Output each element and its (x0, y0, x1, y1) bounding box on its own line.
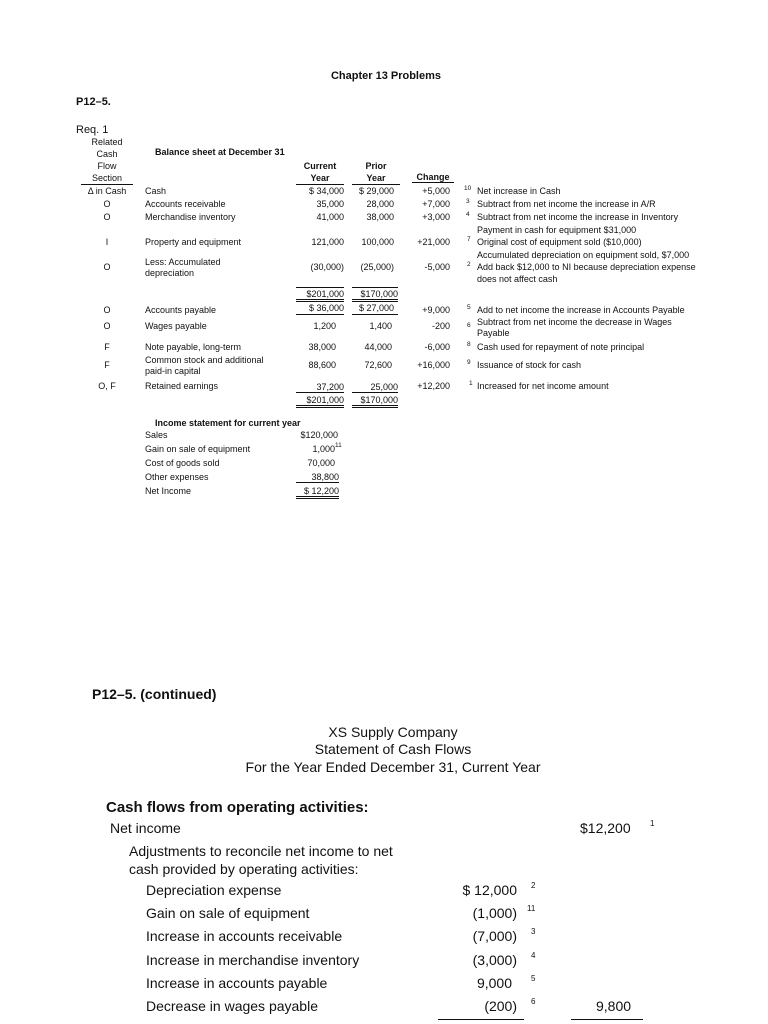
row-change: -6,000 (424, 342, 450, 352)
row-change: +21,000 (417, 237, 450, 247)
adjustment-value: $ 12,000 (462, 882, 517, 898)
row-note-pre: Accumulated depreciation on equipment sold, $7,000 (477, 250, 690, 260)
row-label: Note payable, long-term (145, 342, 242, 352)
adjustment-label: Decrease in wages payable (146, 998, 318, 1014)
row-section: O, F (98, 381, 116, 391)
row-label: Retained earnings (145, 381, 219, 391)
row-note: Subtract from net income the increase in Inventory (477, 212, 679, 222)
row-change: +16,000 (417, 360, 450, 370)
row-change: +5,000 (422, 186, 450, 196)
row-current: (30,000) (310, 262, 344, 272)
adjustment-label: Increase in accounts payable (146, 975, 328, 991)
note-number: 6 (531, 997, 536, 1006)
row-label-2: paid-in capital (145, 366, 201, 376)
adjustment-value: 9,000 (476, 975, 512, 991)
is-label: Sales (145, 430, 168, 440)
is-label: Gain on sale of equipment (145, 444, 251, 454)
total-rule (352, 287, 398, 288)
is-value: $120,000 (300, 430, 338, 440)
row-section: O (103, 212, 111, 222)
row-prior: $ 29,000 (358, 186, 394, 196)
adjustments-total: 9,800 (596, 998, 632, 1014)
row-section: Δ in Cash (87, 186, 127, 196)
note-number: 4 (531, 951, 536, 960)
row-current: $ 36,000 (308, 303, 344, 313)
row-current: $ 34,000 (308, 186, 344, 196)
adjustment-label: Increase in accounts receivable (146, 928, 343, 944)
note-number: 1 (469, 380, 473, 387)
is-label: Other expenses (145, 472, 209, 482)
row-prior: 1,400 (369, 321, 392, 331)
total-liab-current: $201,000 (296, 395, 344, 408)
is-label: Net Income (145, 486, 192, 496)
req-label: Req. 1 (76, 124, 109, 136)
net-income-label: Net income (110, 820, 181, 836)
row-label: Less: Accumulated (145, 257, 221, 267)
row-rule (296, 314, 344, 315)
row-current: 38,000 (308, 342, 336, 352)
company-name: XS Supply Company (328, 724, 458, 740)
change-header: Change (412, 172, 454, 183)
row-label: Property and equipment (145, 237, 242, 247)
current-year-header: Current Year (296, 160, 344, 185)
row-note: Subtract from net income the increase in A/R (477, 199, 656, 209)
row-change: -200 (431, 321, 450, 331)
row-section: O (103, 321, 111, 331)
row-label: Cash (145, 186, 167, 196)
note-number: 2 (531, 881, 536, 890)
row-change: +7,000 (422, 199, 450, 209)
row-prior: $ 27,000 (358, 303, 394, 313)
row-section: O (103, 199, 111, 209)
note-number: 10 (464, 185, 472, 192)
note-number: 5 (467, 304, 471, 311)
adjustments-line-1: Adjustments to reconcile net income to net (129, 843, 393, 859)
row-section: O (103, 305, 111, 315)
row-note: Add to net income the increase in Accounts Payable (477, 305, 685, 315)
row-prior: 72,600 (364, 360, 392, 370)
adjustment-label: Depreciation expense (146, 882, 282, 898)
note-number: 3 (466, 198, 470, 205)
section-column-header: Related Cash Flow Section (72, 136, 142, 185)
row-current: 41,000 (316, 212, 344, 222)
row-note-post: Payable (477, 328, 510, 338)
row-current: 121,000 (311, 237, 344, 247)
is-value: 1,000 (312, 444, 335, 454)
row-note: Subtract from net income the decrease in Wages (477, 317, 672, 327)
note-number: 5 (531, 974, 536, 983)
note-number: 1 (650, 819, 655, 828)
note-number: 9 (467, 359, 471, 366)
note-number: 2 (467, 261, 471, 268)
adjustment-value: (1,000) (472, 905, 517, 921)
chapter-title: Chapter 13 Problems (330, 70, 442, 82)
row-label: Wages payable (145, 321, 207, 331)
statement-title: Statement of Cash Flows (314, 741, 472, 757)
row-note: Issuance of stock for cash (477, 360, 582, 370)
row-current: 88,600 (308, 360, 336, 370)
row-label: Merchandise inventory (145, 212, 236, 222)
net-income-value: $12,200 (580, 820, 631, 836)
problem-id: P12–5. (76, 96, 111, 108)
row-label-2: depreciation (145, 268, 195, 278)
row-current: 37,200 (296, 382, 344, 393)
row-change: +3,000 (422, 212, 450, 222)
note-number: 11 (335, 442, 342, 449)
row-section: O (103, 262, 111, 272)
note-number: 11 (527, 904, 536, 913)
row-note: Increased for net income amount (477, 381, 609, 391)
is-value: $ 12,200 (296, 486, 339, 499)
prior-year-header: Prior Year (352, 160, 400, 185)
total-rule (296, 287, 344, 288)
row-prior: 44,000 (364, 342, 392, 352)
sum-rule (438, 1019, 524, 1020)
row-note-post: does not affect cash (477, 274, 558, 284)
row-label: Common stock and additional (145, 355, 264, 365)
note-number: 8 (467, 341, 471, 348)
row-prior: 38,000 (366, 212, 394, 222)
continued-heading: P12–5. (continued) (92, 686, 217, 702)
row-prior: 28,000 (366, 199, 394, 209)
row-label: Accounts receivable (145, 199, 226, 209)
adjustment-value: (7,000) (472, 928, 517, 944)
is-value: 38,800 (296, 472, 339, 483)
note-number: 4 (466, 211, 470, 218)
note-number: 3 (531, 927, 536, 936)
note-number: 6 (467, 322, 471, 329)
row-note-pre: Payment in cash for equipment $31,000 (477, 225, 637, 235)
adjustment-value: (200) (484, 998, 517, 1014)
row-current: 35,000 (316, 199, 344, 209)
row-section: I (105, 237, 109, 247)
income-statement-title: Income statement for current year (155, 418, 301, 428)
row-change: +9,000 (422, 305, 450, 315)
adjustments-line-2: cash provided by operating activities: (129, 861, 359, 877)
row-note: Net increase in Cash (477, 186, 561, 196)
total-assets-prior: $170,000 (352, 289, 398, 302)
is-label: Cost of goods sold (145, 458, 220, 468)
adjustment-label: Gain on sale of equipment (146, 905, 310, 921)
row-current: 1,200 (313, 321, 336, 331)
balance-sheet-title: Balance sheet at December 31 (155, 147, 285, 157)
row-change: -5,000 (424, 262, 450, 272)
row-change: +12,200 (417, 381, 450, 391)
operating-heading: Cash flows from operating activities: (106, 799, 369, 816)
row-prior: 25,000 (352, 382, 398, 393)
row-prior: 100,000 (361, 237, 394, 247)
note-number: 7 (467, 236, 471, 243)
row-rule (352, 314, 398, 315)
total-assets-current: $201,000 (296, 289, 344, 302)
row-note: Add back $12,000 to NI because depreciation expense (477, 262, 696, 272)
adjustment-value: (3,000) (472, 952, 517, 968)
row-section: F (104, 342, 110, 352)
row-label: Accounts payable (145, 305, 217, 315)
is-value: 70,000 (307, 458, 335, 468)
row-note: Original cost of equipment sold ($10,000) (477, 237, 642, 247)
sum-rule (571, 1019, 643, 1020)
adjustment-label: Increase in merchandise inventory (146, 952, 360, 968)
row-prior: (25,000) (360, 262, 394, 272)
row-section: F (104, 360, 110, 370)
statement-period: For the Year Ended December 31, Current Year (245, 759, 541, 775)
total-liab-prior: $170,000 (352, 395, 398, 408)
row-note: Cash used for repayment of note principal (477, 342, 645, 352)
